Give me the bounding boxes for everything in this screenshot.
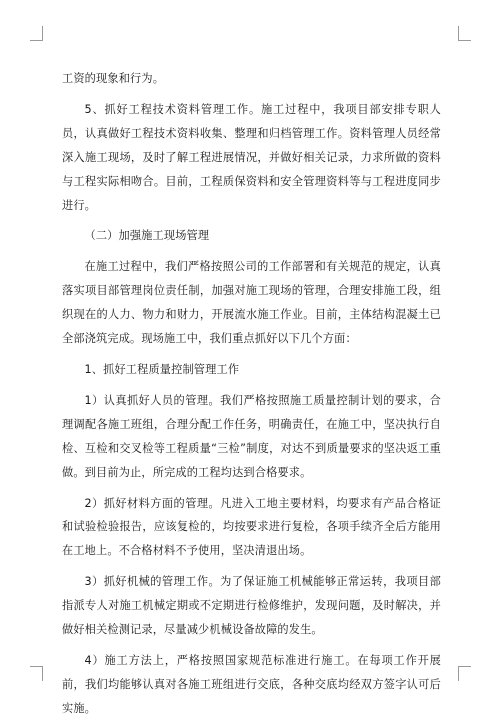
paragraph: 1）认真抓好人员的管理。我们严格按照施工质量控制计划的要求，合理调配各施工班组，合理分配工作任务，明确责任，在施工中，坚决执行自检、互检和交叉检等工程质量“三检”制度，对达不到质量要求的坚决返工重做。到目前为止，所完成的工程均达到合格要求。 bbox=[62, 393, 441, 479]
paragraph: 工资的现象和行为。 bbox=[62, 72, 165, 85]
crop-mark-top-right bbox=[458, 26, 471, 41]
section-heading: （二）加强施工现场管理 bbox=[84, 229, 210, 243]
paragraph: 3）抓好机械的管理工作。为了保证施工机械能够正常运转，我项目部指派专人对施工机械定期或不定期进行检修维护，发现问题，及时解决，并做好相关检测记录，尽量减少机械设备故障的发生。 bbox=[62, 575, 441, 637]
paragraph: 2）抓好材料方面的管理。凡进入工地主要材料，均要求有产品合格证和试验检验报告，应该复检的，均按要求进行复检，各项手续齐全后方能用在工地上。不合格材料不予使用，坚决清退出场。 bbox=[62, 496, 441, 558]
paragraph: 4）施工方法上，严格按照国家规范标准进行施工。在每项工作开展前，我们均能够认真对各施工班组进行交底，各种交底均经双方签字认可后实施。 bbox=[62, 653, 441, 715]
paragraph: 5、抓好工程技术资料管理工作。施工过程中，我项目部安排专职人员，认真做好工程技术资料收集、整理和归档管理工作。资料管理人员经常深入施工现场，及时了解工程进展情况，并做好相关记录，力求所做的资料与工程实际相吻合。目前，工程质保资料和安全管理资料等与工程进度同步进行。 bbox=[62, 102, 441, 212]
subsection-heading: 1、抓好工程质量控制管理工作 bbox=[84, 362, 240, 376]
document-body bbox=[62, 67, 441, 728]
crop-mark-top-left bbox=[30, 26, 43, 41]
crop-mark-bottom-right bbox=[458, 666, 471, 681]
paragraph: 在施工过程中，我们严格按照公司的工作部署和有关规范的规定，认真落实项目部管理岗位责任制，加强对施工现场的管理，合理安排施工段，组织现在的人力、物力和财力，开展流水施工作业。目前，主体结构混凝土已全部浇筑完成。现场施工中，我们重点抓好以下几个方面： bbox=[62, 260, 441, 346]
crop-mark-bottom-left bbox=[30, 666, 43, 681]
